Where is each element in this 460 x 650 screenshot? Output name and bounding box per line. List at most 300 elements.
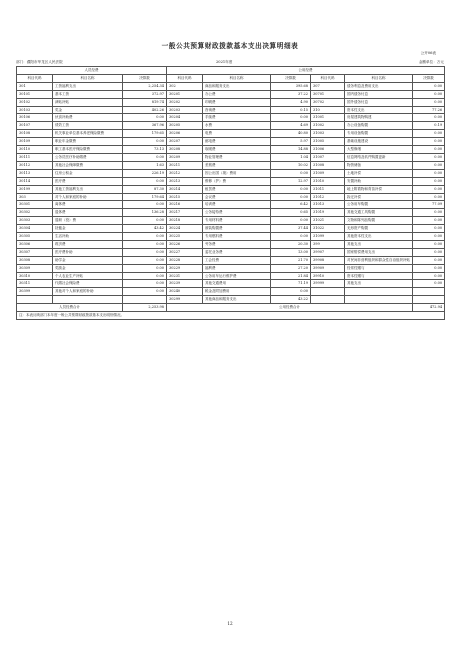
table-row <box>17 106 445 114</box>
cell-amount: 0.00 <box>413 280 445 288</box>
cell-amount: 10.02 <box>271 161 311 169</box>
total-row <box>17 304 445 312</box>
cell-name: 咨询费 <box>203 106 271 114</box>
cell-code: 30306 <box>17 240 53 248</box>
cell-code: 31022 <box>311 225 345 233</box>
table-body <box>17 82 445 303</box>
cell-name: 资本性支出 <box>345 106 413 114</box>
cell-code: 39907 <box>311 248 345 256</box>
cell-amount: 1.04 <box>271 153 311 161</box>
cell-code: 30203 <box>167 106 203 114</box>
cell-amount: 0.00 <box>413 272 445 280</box>
cell-name: 印刷费 <box>203 98 271 106</box>
table-row <box>17 280 445 288</box>
cell-name: 维修（护）费 <box>203 177 271 185</box>
cell-code: 30308 <box>17 256 53 264</box>
cell-code: 30303 <box>17 217 53 225</box>
cell-amount: 77.09 <box>413 201 445 209</box>
table-row <box>17 138 445 146</box>
cell-name <box>53 296 123 304</box>
cell-code: 30113 <box>17 169 53 177</box>
cell-name: 其他对个人和家庭的补助 <box>53 288 123 296</box>
table-row <box>17 193 445 201</box>
cell-name: 邮电费 <box>203 138 271 146</box>
cell-amount: 0.00 <box>413 264 445 272</box>
cell-code: 30110 <box>17 146 53 154</box>
cell-name: 办公费 <box>203 90 271 98</box>
cell-amount: 0.00 <box>413 98 445 106</box>
table-row <box>17 296 445 304</box>
cell-code: 30307 <box>17 248 53 256</box>
cell-code: 31019 <box>311 209 345 217</box>
cell-code: 39909 <box>311 264 345 272</box>
cell-amount: 0.00 <box>413 248 445 256</box>
unit-label: 部门：濮阳市华龙区人民法院 <box>16 60 63 64</box>
cell-code <box>311 288 345 296</box>
col-header-name: 科目名称 <box>203 74 271 82</box>
cell-code: 31011 <box>311 185 345 193</box>
table-row <box>17 288 445 296</box>
cell-amount: 179.65 <box>123 130 167 138</box>
cell-code: 30106 <box>17 114 53 122</box>
col-header-code: 科目代码 <box>311 74 345 82</box>
table-row <box>17 209 445 217</box>
cell-name: 公务用车购置 <box>345 201 413 209</box>
cell-name: 取暖费 <box>203 146 271 154</box>
cell-code: 30211 <box>167 161 203 169</box>
cell-amount: 77.26 <box>413 106 445 114</box>
table-row <box>17 185 445 193</box>
cell-amount: 0.00 <box>413 146 445 154</box>
cell-code: 30209 <box>167 153 203 161</box>
cell-amount: 87.30 <box>123 185 167 193</box>
cell-name: 伙食补助费 <box>53 114 123 122</box>
cell-code: 30101 <box>17 90 53 98</box>
cell-amount: 0.00 <box>123 240 167 248</box>
year-label: 2021年度 <box>216 60 233 64</box>
cell-code: 30214 <box>167 185 203 193</box>
cell-code <box>17 296 53 304</box>
cell-name: 国外债务付息 <box>345 98 413 106</box>
cell-name: 津贴补贴 <box>53 98 123 106</box>
cell-amount: 0.00 <box>271 185 311 193</box>
currency-label: 金额单位：万元 <box>418 60 444 64</box>
table-row <box>17 248 445 256</box>
cell-amount: 0.00 <box>123 233 167 241</box>
cell-code: 30240 <box>167 288 203 296</box>
cell-name: 房屋建筑物购建 <box>345 114 413 122</box>
cell-amount: 0.00 <box>413 138 445 146</box>
cell-name: 办公设备购置 <box>345 122 413 130</box>
total-public-label: 公用经费合计 <box>167 304 413 312</box>
cell-name: 奖金 <box>53 106 123 114</box>
cell-code: 30239 <box>167 280 203 288</box>
cell-name <box>345 288 413 296</box>
cell-name: 专用材料费 <box>203 217 271 225</box>
cell-amount: 0.00 <box>271 288 311 296</box>
total-personnel-value: 2,253.98 <box>123 304 167 312</box>
cell-amount <box>123 296 167 304</box>
cell-name: 无形资产购置 <box>345 225 413 233</box>
table-row <box>17 130 445 138</box>
cell-name: 退职（役）费 <box>53 217 123 225</box>
col-header-code: 科目代码 <box>167 74 203 82</box>
cell-name: 个人农业生产补贴 <box>53 272 123 280</box>
cell-amount: 73.13 <box>123 146 167 154</box>
group-personnel: 人员经费 <box>17 67 167 75</box>
cell-amount: 0.00 <box>123 138 167 146</box>
cell-name: 物业管理费 <box>203 153 271 161</box>
cell-name: 其他资本性支出 <box>345 233 413 241</box>
cell-amount <box>413 288 445 296</box>
cell-name: 资本性赠与 <box>345 272 413 280</box>
cell-amount: 0.00 <box>413 114 445 122</box>
cell-amount: 21.70 <box>271 256 311 264</box>
cell-code: 30102 <box>17 98 53 106</box>
cell-amount: 179.64 <box>123 193 167 201</box>
cell-code: 30215 <box>167 193 203 201</box>
table-row <box>17 177 445 185</box>
cell-name: 对个人和家庭的补助 <box>53 193 123 201</box>
cell-code: 30208 <box>167 146 203 154</box>
table-code: 公开06表 <box>420 51 436 55</box>
cell-amount: 37.22 <box>271 90 311 98</box>
cell-code: 30201 <box>167 90 203 98</box>
cell-name: 被装购置费 <box>203 225 271 233</box>
cell-code: 30212 <box>167 169 203 177</box>
cell-code: 30217 <box>167 209 203 217</box>
table-row <box>17 240 445 248</box>
cell-name: 基本工资 <box>53 90 123 98</box>
cell-code: 30207 <box>167 138 203 146</box>
cell-amount: 5.97 <box>271 138 311 146</box>
cell-name: 助学金 <box>53 256 123 264</box>
cell-name: 土地补偿 <box>345 169 413 177</box>
cell-name: 专用燃料费 <box>203 233 271 241</box>
cell-name: 机关事业单位基本养老保险缴费 <box>53 130 123 138</box>
cell-amount: 4.69 <box>271 122 311 130</box>
cell-amount: 0.00 <box>123 201 167 209</box>
cell-name: 公务员医疗补助缴费 <box>53 153 123 161</box>
cell-code: 30310 <box>17 272 53 280</box>
cell-name: 商品和服务支出 <box>203 82 271 90</box>
cell-name: 公务用车运行维护费 <box>203 272 271 280</box>
cell-code: 30204 <box>167 114 203 122</box>
cell-name: 职业年金缴费 <box>53 138 123 146</box>
cell-name: 奖励金 <box>53 264 123 272</box>
cell-name: 其他交通工具购置 <box>345 209 413 217</box>
cell-code: 39908 <box>311 256 345 264</box>
cell-name: 水费 <box>203 122 271 130</box>
cell-amount: 0.00 <box>413 233 445 241</box>
cell-name: 电费 <box>203 130 271 138</box>
cell-code: 30103 <box>17 106 53 114</box>
table-row <box>17 256 445 264</box>
cell-code: 31005 <box>311 138 345 146</box>
cell-code: 30231 <box>167 272 203 280</box>
total-personnel-label: 人员经费合计 <box>17 304 123 312</box>
cell-amount: 71.19 <box>271 280 311 288</box>
cell-code: 31009 <box>311 169 345 177</box>
table-row <box>17 146 445 154</box>
table-row <box>17 114 445 122</box>
cell-name: 国家赔偿费用支出 <box>345 248 413 256</box>
cell-amount: 136.28 <box>123 209 167 217</box>
cell-code: 30112 <box>17 161 53 169</box>
table-title: 一般公共预算财政拨款基本支出决算明细表 <box>161 42 299 50</box>
cell-amount: 12.97 <box>271 177 311 185</box>
cell-amount: 0.00 <box>271 217 311 225</box>
table-row <box>17 217 445 225</box>
cell-code: 310 <box>311 106 345 114</box>
cell-amount: 0.00 <box>123 256 167 264</box>
table-row <box>17 272 445 280</box>
cell-amount: 43.22 <box>271 296 311 304</box>
cell-name: 其他工资福利支出 <box>53 185 123 193</box>
cell-name: 培训费 <box>203 201 271 209</box>
cell-amount: 0.00 <box>123 272 167 280</box>
cell-code: 31021 <box>311 217 345 225</box>
group-public: 公用经费 <box>167 67 445 75</box>
cell-name: 会议费 <box>203 193 271 201</box>
cell-name: 地上附着物和青苗补偿 <box>345 185 413 193</box>
cell-amount: 1.63 <box>123 161 167 169</box>
cell-amount <box>413 296 445 304</box>
footnote-row <box>17 312 445 320</box>
cell-code: 30213 <box>167 177 203 185</box>
cell-amount: 0.00 <box>123 248 167 256</box>
cell-amount: 43.42 <box>123 225 167 233</box>
cell-amount: 0.00 <box>413 169 445 177</box>
cell-amount: 0.00 <box>413 209 445 217</box>
cell-amount: 0.00 <box>413 161 445 169</box>
col-header-name: 科目名称 <box>345 74 413 82</box>
cell-code: 30229 <box>167 264 203 272</box>
cell-name: 信息网络及软件购置更新 <box>345 153 413 161</box>
cell-code: 31010 <box>311 177 345 185</box>
cell-name: 因公出国（境）费用 <box>203 169 271 177</box>
cell-name: 医疗费补助 <box>53 248 123 256</box>
cell-name: 工资福利支出 <box>53 82 123 90</box>
cell-name: 劳务费 <box>203 240 271 248</box>
footnote: 注：本表反映部门本年度一般公共预算财政拨款基本支出明细情况。 <box>17 312 445 320</box>
cell-amount: 372.97 <box>123 90 167 98</box>
cell-amount: 0.00 <box>271 193 311 201</box>
table-row <box>17 122 445 130</box>
cell-code: 30228 <box>167 256 203 264</box>
cell-amount: 0.15 <box>271 106 311 114</box>
cell-code: 30218 <box>167 217 203 225</box>
page-number: 12 <box>227 621 233 626</box>
cell-name: 国内债务付息 <box>345 90 413 98</box>
cell-amount: 2,254.34 <box>123 82 167 90</box>
cell-code: 303 <box>17 193 53 201</box>
cell-code: 307 <box>311 82 345 90</box>
cell-name <box>345 296 413 304</box>
cell-amount: 0.00 <box>413 153 445 161</box>
cell-code: 30309 <box>17 264 53 272</box>
cell-name: 住房公积金 <box>53 169 123 177</box>
cell-name: 退休费 <box>53 209 123 217</box>
table-row <box>17 169 445 177</box>
cell-amount: 0.65 <box>271 209 311 217</box>
cell-name: 税金及附加费用 <box>203 288 271 296</box>
cell-code: 30225 <box>167 233 203 241</box>
cell-amount: 27.20 <box>271 264 311 272</box>
group-header-row <box>17 67 445 75</box>
cell-amount: 6.42 <box>271 201 311 209</box>
cell-amount: 0.00 <box>123 177 167 185</box>
cell-code: 30108 <box>17 130 53 138</box>
cell-amount: 14.88 <box>271 146 311 154</box>
cell-amount: 0.00 <box>123 264 167 272</box>
cell-code: 301 <box>17 82 53 90</box>
cell-name: 差旅费 <box>203 161 271 169</box>
cell-code: 30206 <box>167 130 203 138</box>
cell-amount: 0.00 <box>413 217 445 225</box>
cell-amount: 0.00 <box>271 169 311 177</box>
cell-amount: 4.90 <box>271 98 311 106</box>
cell-code: 30299 <box>167 296 203 304</box>
cell-amount: 0.00 <box>123 217 167 225</box>
cell-amount: 0.00 <box>413 82 445 90</box>
cell-name: 大型修缮 <box>345 146 413 154</box>
cell-amount: 13.00 <box>271 248 311 256</box>
cell-code: 30302 <box>17 209 53 217</box>
table-row <box>17 98 445 106</box>
cell-name: 其他支出 <box>345 280 413 288</box>
cell-code: 30701 <box>311 90 345 98</box>
cell-amount: 0.00 <box>413 193 445 201</box>
cell-amount: 0.00 <box>413 177 445 185</box>
cell-code: 30107 <box>17 122 53 130</box>
cell-name: 其他支出 <box>345 240 413 248</box>
cell-code: 31006 <box>311 146 345 154</box>
cell-name: 安置补助 <box>345 177 413 185</box>
cell-code: 30305 <box>17 233 53 241</box>
cell-amount: 21.84 <box>271 272 311 280</box>
cell-amount: 37.44 <box>271 225 311 233</box>
cell-code: 302 <box>167 82 203 90</box>
cell-name: 专用设备购置 <box>345 130 413 138</box>
cell-name: 对民间非营利组织和群众性自治组织补贴 <box>345 256 413 264</box>
cell-name: 文物和陈列品购置 <box>345 217 413 225</box>
cell-name: 公务接待费 <box>203 209 271 217</box>
cell-code: 31003 <box>311 130 345 138</box>
cell-amount: 0.00 <box>271 233 311 241</box>
table-row <box>17 225 445 233</box>
cell-code: 30202 <box>167 98 203 106</box>
cell-name: 救济费 <box>53 240 123 248</box>
cell-code: 31002 <box>311 122 345 130</box>
col-header-amount: 决算数 <box>413 74 445 82</box>
cell-name: 基础设施建设 <box>345 138 413 146</box>
cell-code: 30226 <box>167 240 203 248</box>
cell-code: 30702 <box>311 98 345 106</box>
cell-code: 30114 <box>17 177 53 185</box>
cell-name: 抚恤金 <box>53 225 123 233</box>
cell-code: 30109 <box>17 138 53 146</box>
cell-code: 30311 <box>17 280 53 288</box>
cell-code: 30301 <box>17 201 53 209</box>
cell-amount: 0.00 <box>413 130 445 138</box>
cell-name: 其他社会保障缴费 <box>53 161 123 169</box>
cell-amount: 0.00 <box>123 288 167 296</box>
cell-name: 物资储备 <box>345 161 413 169</box>
cell-amount: 0.00 <box>123 153 167 161</box>
cell-amount: 40.80 <box>271 130 311 138</box>
cell-amount: 0.00 <box>271 114 311 122</box>
cell-amount: 0.00 <box>123 114 167 122</box>
cell-name: 手续费 <box>203 114 271 122</box>
cell-name: 代缴社会保险费 <box>53 280 123 288</box>
cell-code: 31007 <box>311 153 345 161</box>
cell-code: 30199 <box>17 185 53 193</box>
cell-amount: 0.00 <box>413 90 445 98</box>
cell-code: 39910 <box>311 272 345 280</box>
cell-name: 福利费 <box>203 264 271 272</box>
cell-name: 其他商品和服务支出 <box>203 296 271 304</box>
cell-name: 工会经费 <box>203 256 271 264</box>
cell-code: 30304 <box>17 225 53 233</box>
cell-name: 职工基本医疗保险缴费 <box>53 146 123 154</box>
cell-amount: 0.00 <box>413 185 445 193</box>
cell-amount: 367.96 <box>123 122 167 130</box>
expenditure-table <box>16 66 445 320</box>
cell-amount: 395.68 <box>271 82 311 90</box>
table-row <box>17 153 445 161</box>
table-row <box>17 161 445 169</box>
cell-code: 31001 <box>311 114 345 122</box>
cell-name: 债务利息及费用支出 <box>345 82 413 90</box>
cell-code: 399 <box>311 240 345 248</box>
cell-amount: 402.26 <box>123 106 167 114</box>
cell-amount: 0.00 <box>413 225 445 233</box>
cell-code: 31013 <box>311 201 345 209</box>
cell-name: 医疗费 <box>53 177 123 185</box>
cell-amount: 226.19 <box>123 169 167 177</box>
cell-code <box>311 296 345 304</box>
cell-code: 30216 <box>167 201 203 209</box>
table-row <box>17 233 445 241</box>
table-row <box>17 201 445 209</box>
col-header-amount: 决算数 <box>271 74 311 82</box>
cell-code: 31099 <box>311 233 345 241</box>
col-header-code: 科目代码 <box>17 74 53 82</box>
cell-name: 生活补助 <box>53 233 123 241</box>
col-header-name: 科目名称 <box>53 74 123 82</box>
cell-name: 经常性赠与 <box>345 264 413 272</box>
cell-name: 拆迁补偿 <box>345 193 413 201</box>
cell-amount: 0.00 <box>413 256 445 264</box>
cell-amount: 20.30 <box>271 240 311 248</box>
cell-amount: 0.00 <box>413 240 445 248</box>
table-row <box>17 82 445 90</box>
cell-name: 委托业务费 <box>203 248 271 256</box>
table-row <box>17 264 445 272</box>
cell-code: 31012 <box>311 193 345 201</box>
table-row <box>17 90 445 98</box>
cell-code: 30111 <box>17 153 53 161</box>
cell-amount: 819.74 <box>123 98 167 106</box>
cell-code: 30205 <box>167 122 203 130</box>
cell-name: 其他交通费用 <box>203 280 271 288</box>
cell-code: 30224 <box>167 225 203 233</box>
cell-name: 租赁费 <box>203 185 271 193</box>
col-header-amount: 决算数 <box>123 74 167 82</box>
cell-code: 30399 <box>17 288 53 296</box>
total-public-value: 472.94 <box>413 304 445 312</box>
